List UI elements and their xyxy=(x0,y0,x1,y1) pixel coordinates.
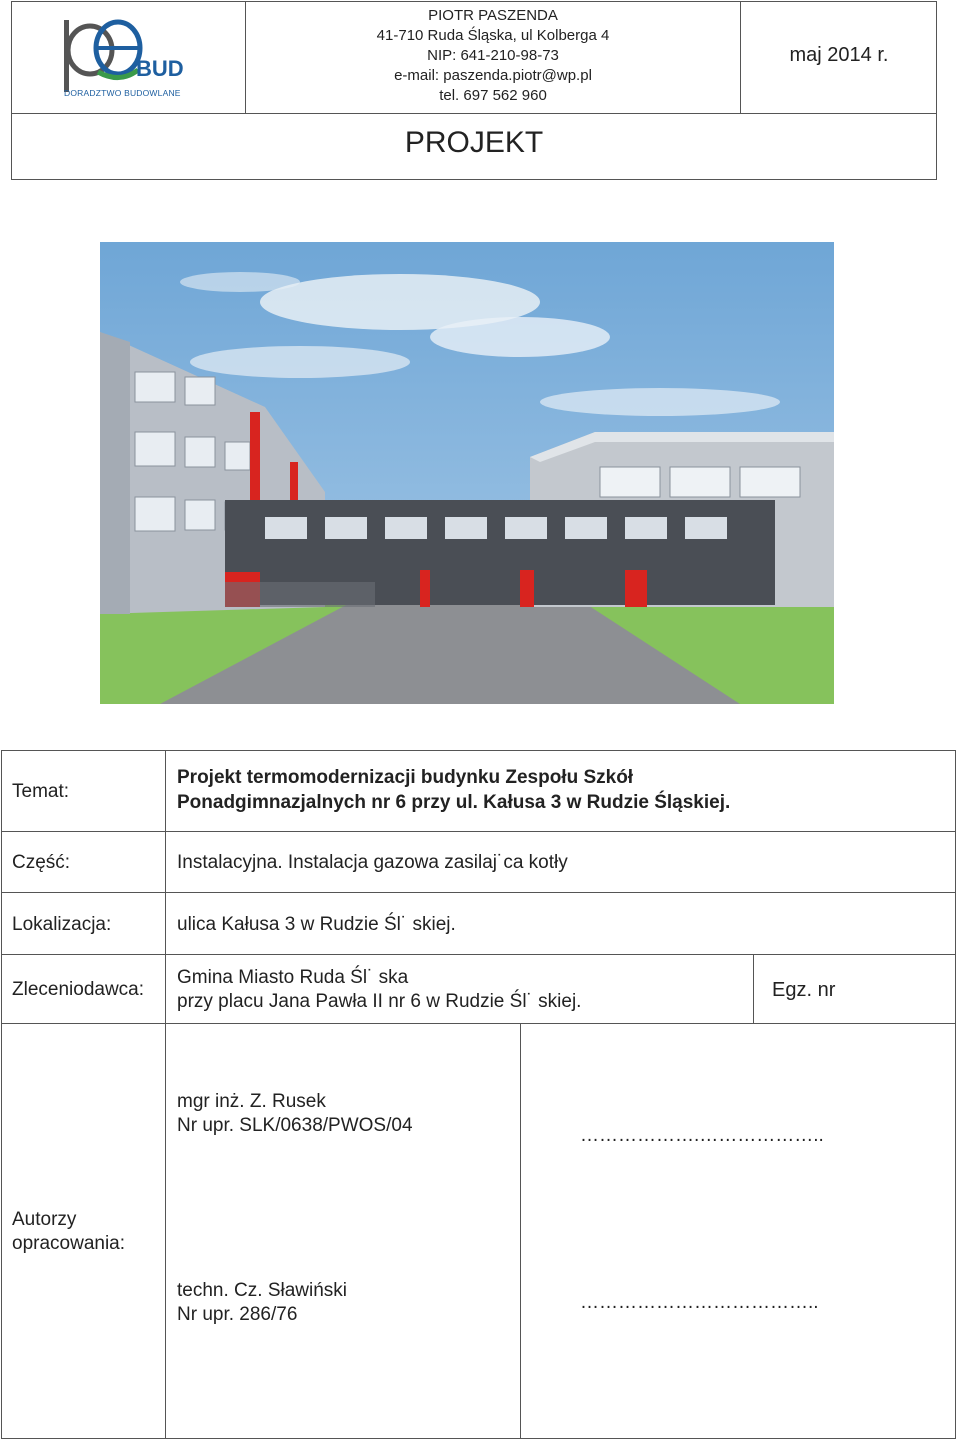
zleceniodawca-label: Zleceniodawca: xyxy=(12,979,145,1000)
temat-label: Temat: xyxy=(12,781,70,802)
author-1-signature-line: ……………….……………….. xyxy=(580,1125,824,1146)
logo-tagline: DORADZTWO BUDOWLANE xyxy=(64,88,181,98)
company-name: PIOTR PASZENDA xyxy=(428,7,558,24)
document-date: maj 2014 r. xyxy=(789,44,889,66)
egz-nr-label: Egz. nr xyxy=(772,979,836,1001)
autorzy-label-line-2: opracowania: xyxy=(12,1233,126,1254)
document-type-title: PROJEKT xyxy=(404,126,544,159)
author-2-signature-line: ……………………………….. xyxy=(580,1292,819,1313)
company-info xyxy=(246,6,740,106)
zleceniodawca-line-1: Gmina Miasto Ruda Śl˙ ska xyxy=(177,967,409,988)
company-email: e-mail: paszenda.piotr@wp.pl xyxy=(394,67,592,84)
company-nip: NIP: 641-210-98-73 xyxy=(427,47,559,64)
building-render-image xyxy=(100,242,834,704)
company-logo xyxy=(40,12,210,102)
author-1-name: mgr inż. Z. Rusek xyxy=(177,1091,326,1112)
autorzy-label-line-1: Autorzy xyxy=(12,1209,77,1230)
lokalizacja-value: ulica Kałusa 3 w Rudzie Śl˙ skiej. xyxy=(177,914,456,935)
author-1-license: Nr upr. SLK/0638/PWOS/04 xyxy=(177,1115,413,1136)
temat-line-2: Ponadgimnazjalnych nr 6 przy ul. Kałusa 3 w Rudzie Śląskiej. xyxy=(177,792,731,813)
zleceniodawca-line-2: przy placu Jana Pawła II nr 6 w Rudzie Śl˙ skiej. xyxy=(177,991,582,1012)
company-phone: tel. 697 562 960 xyxy=(439,87,547,104)
czesc-label: Część: xyxy=(12,852,71,873)
author-2-name: techn. Cz. Sławiński xyxy=(177,1280,348,1301)
company-address: 41-710 Ruda Śląska, ul Kolberga 4 xyxy=(376,27,610,44)
logo-brand-text: BUD xyxy=(136,56,184,81)
temat-line-1: Projekt termomodernizacji budynku Zespołu Szkół xyxy=(177,767,634,788)
lokalizacja-label: Lokalizacja: xyxy=(12,914,112,935)
author-2-license: Nr upr. 286/76 xyxy=(177,1304,298,1325)
czesc-value: Instalacyjna. Instalacja gazowa zasilaj˙ca kotły xyxy=(177,852,568,873)
